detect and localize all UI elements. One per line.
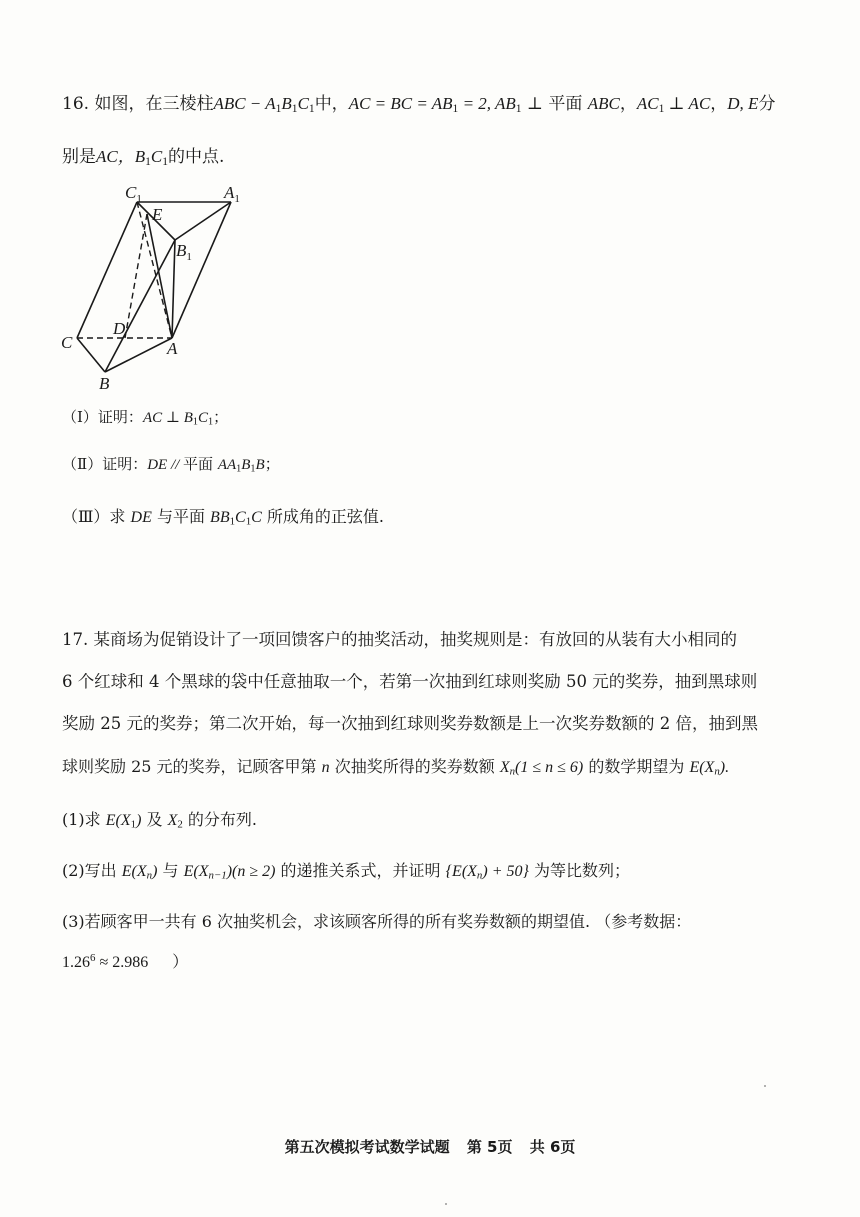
math: {E(X [445, 863, 477, 880]
label-a1: $A_1$ [224, 183, 240, 205]
math: (n ≥ 2) [232, 863, 276, 880]
subscript: n [476, 869, 483, 882]
text: (2)写出 [62, 861, 122, 880]
prism-figure [55, 182, 255, 394]
problem-16-line-2 [62, 145, 820, 174]
subscript: n−1 [208, 869, 227, 882]
label-d: D [113, 319, 126, 338]
math: C [251, 509, 262, 526]
math: E(X [689, 759, 715, 776]
label-b: B [99, 374, 110, 393]
segment-b1a [172, 240, 175, 338]
subscript: 1 [245, 515, 252, 528]
math: ). [719, 759, 730, 776]
subscript: 1 [145, 154, 151, 168]
text: 及 [141, 810, 168, 829]
superscript: 6 [90, 952, 96, 964]
text: 与 [157, 861, 184, 880]
math: AC [636, 94, 659, 113]
edge-ba [105, 338, 172, 372]
math: DE [130, 509, 152, 526]
text: 所成角的正弦值. [261, 507, 384, 526]
math: AA [217, 457, 237, 473]
text: 球则奖励 25 元的奖券，记顾客甲第 [62, 757, 322, 776]
text: 分 [758, 94, 776, 114]
question-1 [62, 808, 820, 837]
problem-17-line-2: 6 个红球和 4 个黑球的袋中任意抽取一个，若第一次抽到红球则奖励 50 元的奖券，抽到黑球则 [62, 672, 758, 691]
question-3: (3)若顾客甲一共有 6 次抽奖机会，求该顾客所得的所有奖券数额的期望值. （参考数据： [62, 912, 692, 931]
segment-ed-hidden [125, 214, 147, 338]
problem-number: 16. [62, 94, 90, 114]
part-3 [62, 505, 820, 534]
math: X [167, 812, 178, 829]
text: 中， [314, 94, 349, 114]
math: 1.26 [62, 953, 90, 971]
prism-edges [77, 202, 231, 372]
math: E(X [105, 812, 131, 829]
subscript: 1 [250, 463, 256, 475]
math: X [499, 759, 510, 776]
text: 如图，在三棱柱 [94, 94, 214, 114]
text: （Ⅲ）求 [62, 507, 131, 526]
scan-speck [764, 1085, 766, 1087]
math: C [297, 94, 309, 113]
question-2 [62, 859, 820, 888]
subscript: 1 [229, 515, 236, 528]
math: AC = BC = AB [348, 94, 453, 113]
math: C [235, 509, 246, 526]
text: ） [172, 951, 189, 971]
subscript: 1 [236, 463, 242, 475]
problem-17-line-1: 17. 某商场为促销设计了一项回馈客户的抽奖活动，抽奖规则是：有放回的从装有大小相同的 [62, 630, 737, 649]
subscript: 2 [177, 818, 183, 831]
math: n [321, 759, 330, 776]
math: D, E [727, 94, 759, 113]
math: E(X [183, 863, 209, 880]
text: 次抽奖所得的奖券数额 [329, 757, 500, 776]
math: B [281, 94, 292, 113]
math: ≈ 2.986 [95, 953, 149, 971]
subscript: 1 [162, 154, 169, 168]
subscript: 1 [658, 101, 665, 115]
edge-bb1 [105, 240, 175, 372]
math: C [197, 410, 208, 426]
math: B [255, 457, 265, 473]
subscript: n [714, 765, 720, 778]
math: = 2, AB [458, 94, 516, 113]
math: (1 ≤ n ≤ 6) [515, 759, 584, 776]
math: ) [152, 863, 158, 880]
math: C [150, 147, 163, 166]
math: ) [136, 812, 142, 829]
text: （Ⅰ）证明： [62, 408, 143, 426]
subscript: 1 [275, 101, 282, 115]
math: ) [226, 863, 233, 880]
edge-cb [77, 338, 105, 372]
text: 为等比数列； [528, 861, 630, 880]
text: 的数学期望为 [583, 757, 690, 776]
text: ， [619, 94, 637, 114]
text: ； [264, 455, 280, 473]
text: ， [710, 94, 728, 114]
problem-17-line-3: 奖励 25 元的奖券；第二次开始，每一次抽到红球则奖券数额是上一次奖券数额的 2 倍，抽到黑 [62, 714, 758, 733]
part-2 [62, 452, 820, 482]
subscript: 1 [515, 101, 522, 115]
label-c: C [61, 333, 73, 352]
text: ⊥ 平面 [521, 94, 588, 114]
subscript: 1 [452, 101, 459, 115]
label-c1: $C_1$ [125, 183, 142, 205]
problem-17-line-4 [62, 755, 820, 784]
text: 的中点. [168, 147, 225, 167]
math: BB [210, 509, 230, 526]
reference-data [62, 946, 820, 975]
footer-page-total: 共 6页 [529, 1138, 576, 1156]
text: 与平面 [151, 507, 211, 526]
label-e: E [152, 205, 163, 224]
subscript: 1 [308, 101, 315, 115]
subscript: 1 [207, 416, 214, 428]
text: (1)求 [62, 810, 106, 829]
subscript: 1 [130, 818, 137, 831]
label-a: A [167, 339, 178, 358]
subscript: n [509, 765, 516, 778]
math: AC ⊥ B [142, 410, 193, 426]
footer-page-number: 第 5页 [466, 1138, 513, 1156]
scan-speck [445, 1203, 447, 1205]
subscript: 1 [291, 101, 298, 115]
text: ； [213, 408, 229, 426]
math: AC，B [96, 147, 146, 166]
text: 的分布列. [182, 810, 257, 829]
footer-title: 第五次模拟考试数学试题 [284, 1138, 450, 1156]
problem-16-line-1 [62, 92, 820, 121]
text: 的递推关系式，并证明 [275, 861, 446, 880]
subscript: n [146, 869, 153, 882]
math: ABC [587, 94, 620, 113]
label-b1: $B_1$ [176, 241, 192, 263]
math: DE // [147, 457, 184, 473]
math: B [241, 457, 251, 473]
text: （Ⅱ）证明： [62, 455, 148, 473]
page-footer [0, 1136, 860, 1157]
text: 平面 [183, 455, 218, 473]
part-1 [62, 405, 820, 435]
math: ) + 50} [482, 863, 529, 880]
subscript: 1 [192, 416, 198, 428]
math: ABC − A [213, 94, 276, 113]
math: ⊥ AC [664, 94, 711, 113]
math: E(X [121, 863, 147, 880]
text: 别是 [62, 147, 96, 167]
